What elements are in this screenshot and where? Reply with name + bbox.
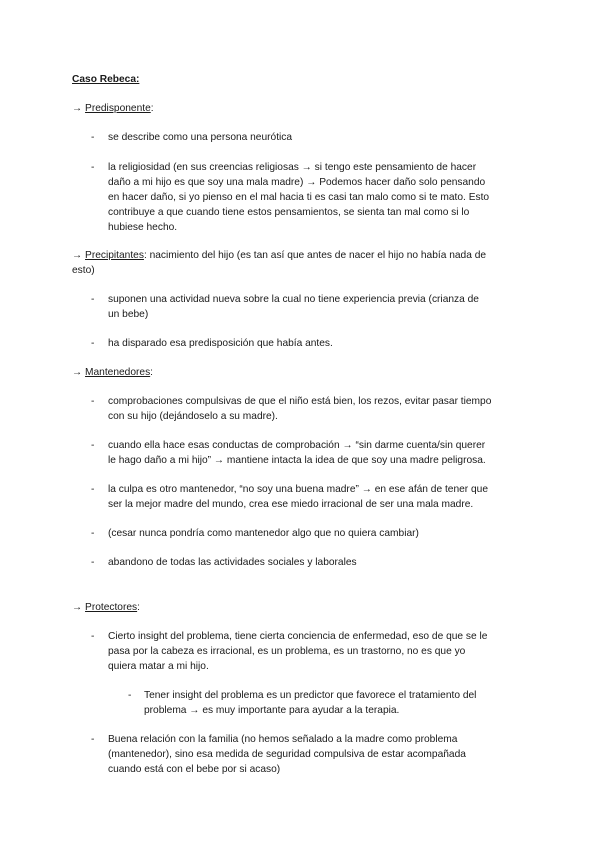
list-item-line: con su hijo (dejándoselo a su madre). <box>108 411 278 422</box>
bullet-dash: - <box>91 484 95 495</box>
arrow-icon: → <box>72 103 83 114</box>
list-item-line: contribuye a que cuando tiene estos pensamientos, se sienta tan mal como si lo <box>108 207 470 218</box>
list-item: comprobaciones compulsivas de que el niño está bien, los rezos, evitar pasar tiempo <box>108 396 492 407</box>
list-item-line: quiera matar a mi hijo. <box>108 661 209 672</box>
bullet-dash: - <box>91 631 95 642</box>
sub-list-item: Tener insight del problema es un predictor que favorece el tratamiento del <box>144 690 477 701</box>
sub-list-item-line: problema → es muy importante para ayudar a la terapia. <box>144 705 400 716</box>
list-item: Cierto insight del problema, tiene cierta conciencia de enfermedad, eso de que se le <box>108 631 488 642</box>
document-title: Caso Rebeca: <box>72 74 140 85</box>
bullet-dash: - <box>91 162 95 173</box>
list-item: se describe como una persona neurótica <box>108 132 293 143</box>
bullet-dash: - <box>91 294 95 305</box>
section-heading-mantenedores: → Mantenedores: <box>72 367 154 378</box>
list-item-line: un bebe) <box>108 309 149 320</box>
list-item-line: hubiese hecho. <box>108 222 178 233</box>
arrow-icon: → <box>72 367 83 378</box>
list-item-line: le hago daño a mi hijo” → mantiene intacta la idea de que soy una madre peligrosa. <box>108 455 486 466</box>
list-item: (cesar nunca pondría como mantenedor algo que no quiera cambiar) <box>108 528 419 539</box>
list-item: suponen una actividad nueva sobre la cual no tiene experiencia previa (crianza de <box>108 294 479 305</box>
list-item-line: ser la mejor madre del mundo, crea ese miedo irracional de ser una mala madre. <box>108 499 474 510</box>
list-item: ha disparado esa predisposición que había antes. <box>108 338 333 349</box>
section-heading-line: esto) <box>72 265 95 276</box>
bullet-dash: - <box>91 396 95 407</box>
arrow-icon: → <box>72 250 83 261</box>
bullet-dash: - <box>91 338 95 349</box>
section-heading-predisponente: → Predisponente: <box>72 103 154 114</box>
bullet-dash: - <box>91 440 95 451</box>
list-item: abandono de todas las actividades sociales y laborales <box>108 557 357 568</box>
list-item-line: en hacer daño, si yo pienso en el mal hacia ti es casi tan malo como si te mato. Esto <box>108 192 490 203</box>
list-item: Buena relación con la familia (no hemos señalado a la madre como problema <box>108 734 458 745</box>
list-item-line: pasa por la cabeza es irracional, es un problema, es un trastorno, no es que yo <box>108 646 466 657</box>
section-heading-precipitantes: → Precipitantes: nacimiento del hijo (es tan así que antes de nacer el hijo no había nada de <box>72 250 487 261</box>
list-item-line: daño a mi hijo es que soy una mala madre) → Podemos hacer daño solo pensando <box>108 177 486 188</box>
section-heading-protectores: → Protectores: <box>72 602 140 613</box>
list-item: la culpa es otro mantenedor, “no soy una buena madre” → en ese afán de tener que <box>108 484 489 495</box>
arrow-icon: → <box>72 602 83 613</box>
sub-bullet-dash: - <box>128 690 132 701</box>
bullet-dash: - <box>91 132 95 143</box>
bullet-dash: - <box>91 557 95 568</box>
list-item-line: cuando está con el bebe por si acaso) <box>108 764 281 775</box>
list-item: la religiosidad (en sus creencias religiosas → si tengo este pensamiento de hacer <box>108 162 477 173</box>
list-item-line: (mantenedor), sino esa medida de seguridad compulsiva de estar acompañada <box>108 749 466 760</box>
list-item: cuando ella hace esas conductas de comprobación → “sin darme cuenta/sin querer <box>108 440 486 451</box>
bullet-dash: - <box>91 734 95 745</box>
bullet-dash: - <box>91 528 95 539</box>
